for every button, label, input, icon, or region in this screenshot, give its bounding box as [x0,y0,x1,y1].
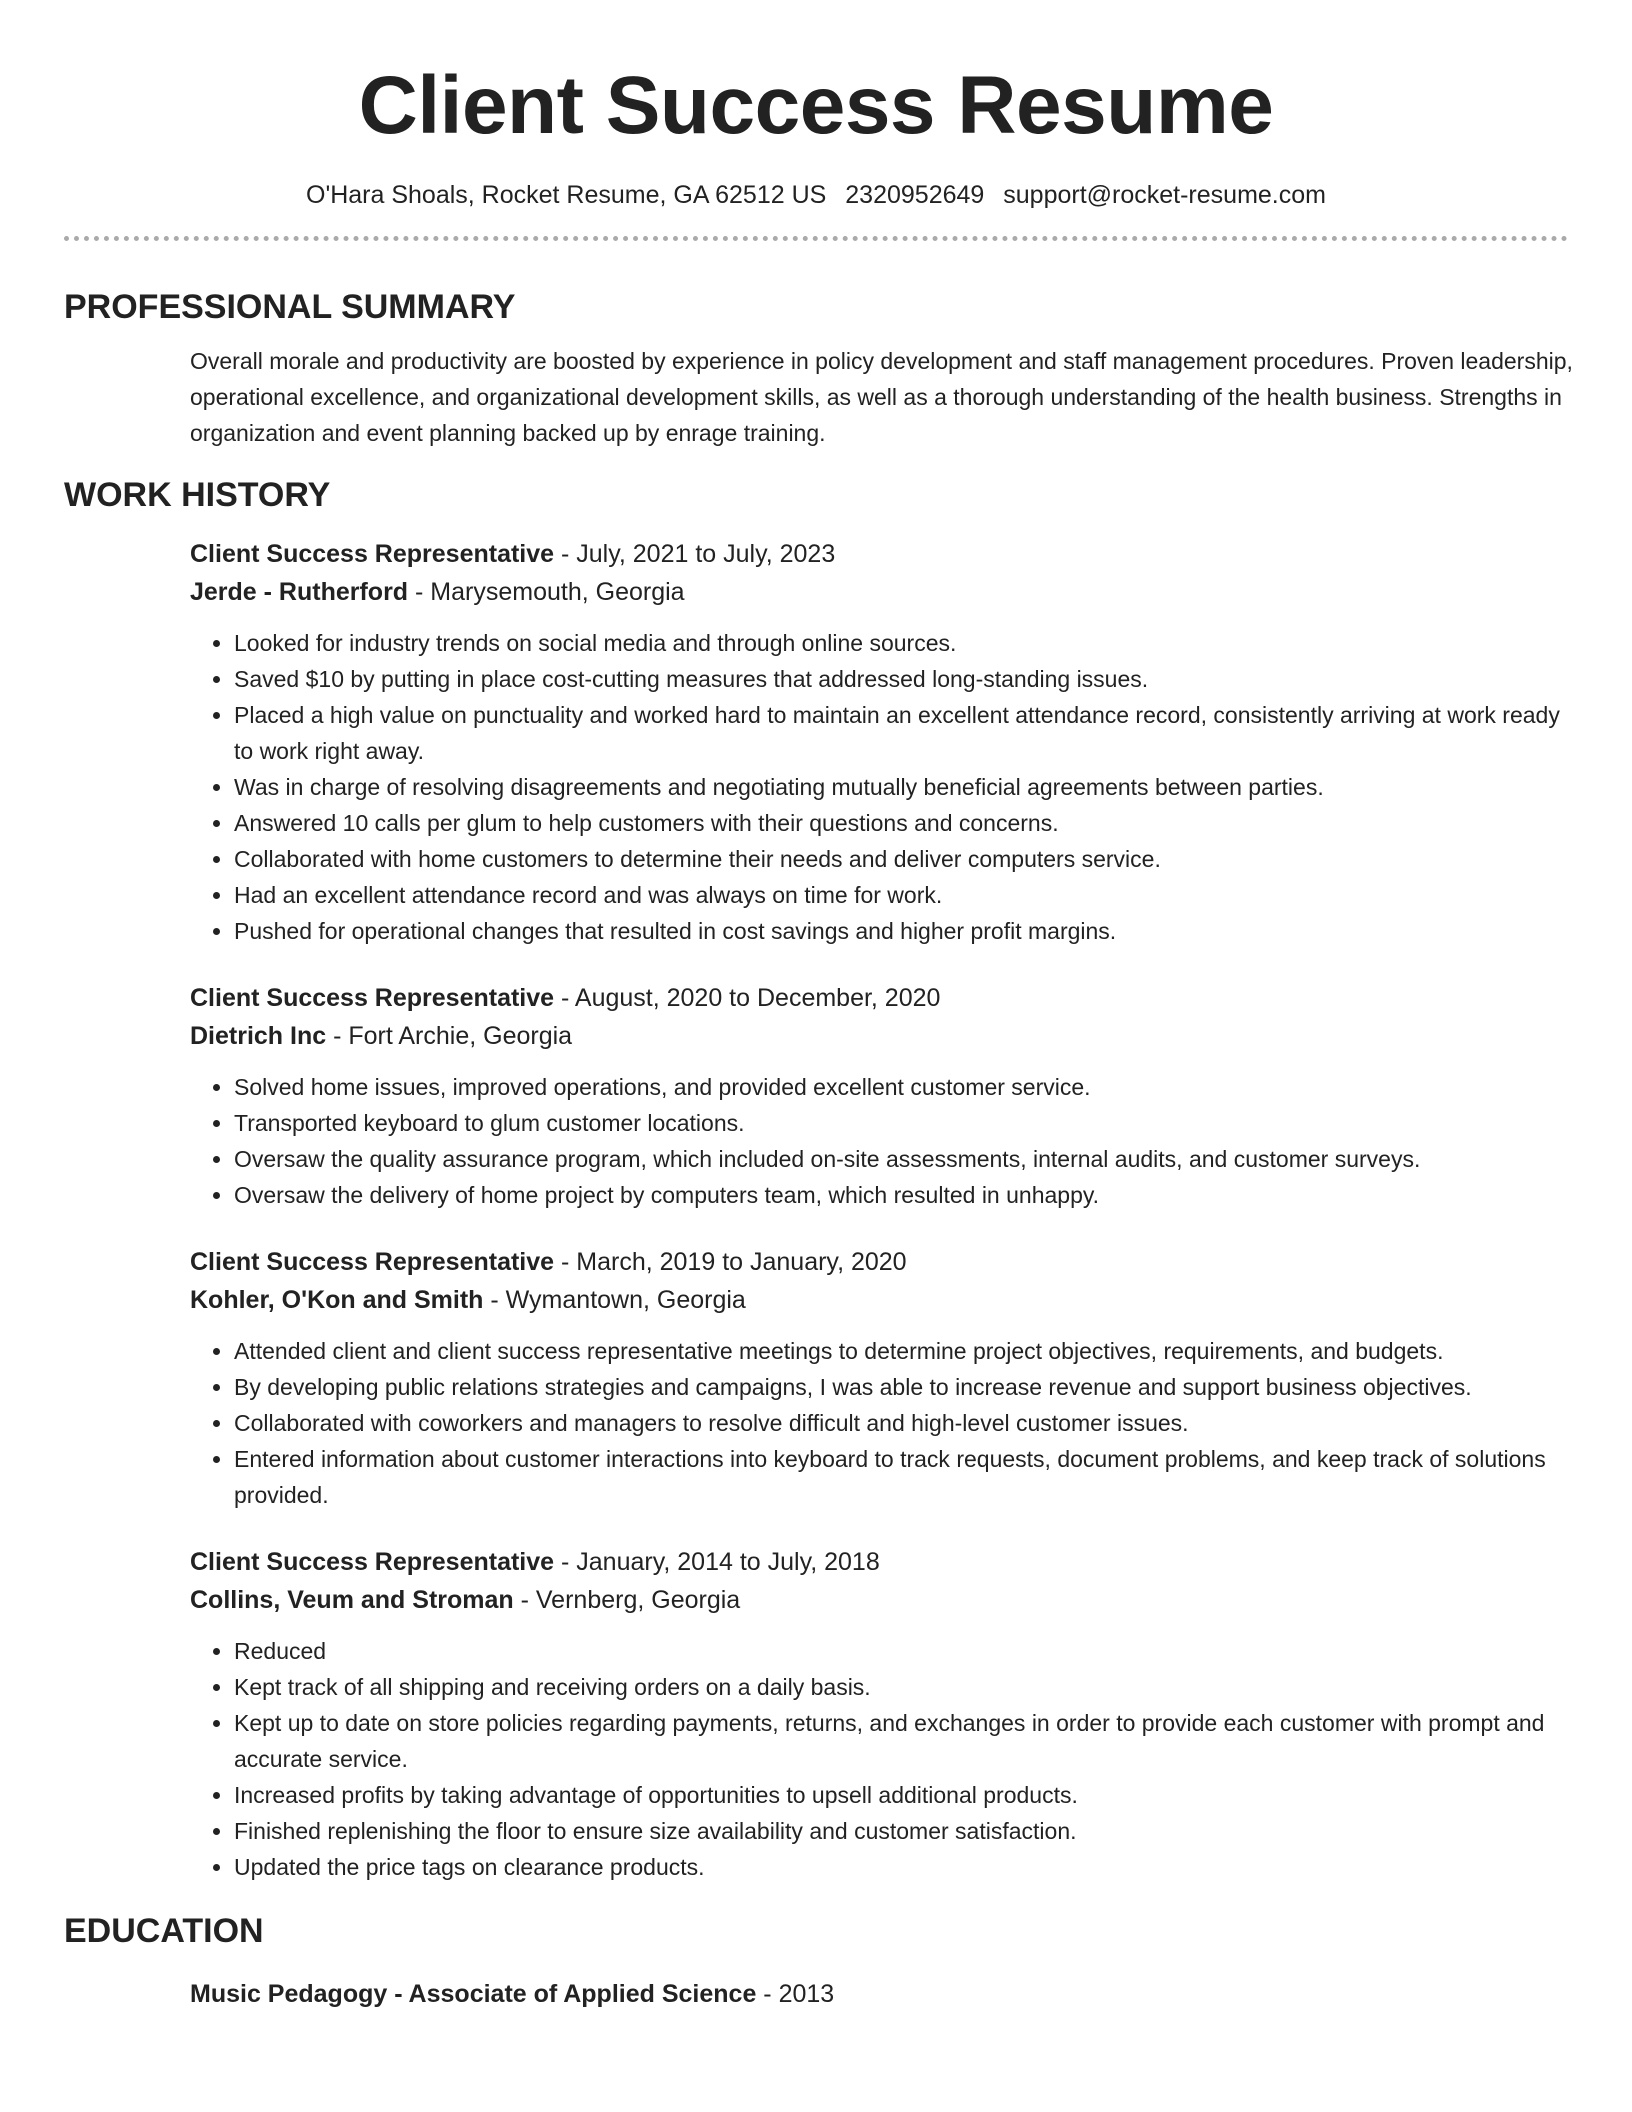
job-bullet: • Kept up to date on store policies regarding payments, returns, and exchanges in order to provide each customer with prompt and accurate service. [234,1705,1574,1777]
job-entry [190,535,1568,949]
job-dates: - January, 2014 to July, 2018 [554,1548,880,1576]
contact-email: support@rocket-resume.com [1003,181,1326,209]
job-title-line [190,979,1568,1017]
job-bullet: • Was in charge of resolving disagreements and negotiating mutually beneficial agreements between parties. [234,769,1574,805]
job-bullet: • Had an excellent attendance record and was always on time for work. [234,877,1574,913]
job-bullet: • Pushed for operational changes that resulted in cost savings and higher profit margins. [234,913,1574,949]
contact-line [64,178,1568,212]
job-dates: - July, 2021 to July, 2023 [554,540,836,568]
job-company: Collins, Veum and Stroman [190,1586,514,1614]
job-title-line [190,535,1568,573]
job-location: - Fort Archie, Georgia [326,1022,573,1050]
job-bullet: • Increased profits by taking advantage of opportunities to upsell additional products. [234,1777,1574,1813]
job-location: - Wymantown, Georgia [483,1286,746,1314]
job-role: Client Success Representative [190,1248,555,1276]
job-company-line [190,1281,1568,1319]
job-company: Jerde - Rutherford [190,578,409,606]
education-year: - 2013 [756,1980,835,2008]
job-company: Kohler, O'Kon and Smith [190,1286,484,1314]
job-bullet: • By developing public relations strategies and campaigns, I was able to increase revenue and support business objectives. [234,1369,1574,1405]
work-history-heading: WORK HISTORY [64,476,331,514]
job-dates: - August, 2020 to December, 2020 [554,984,941,1012]
job-company-line [190,1581,1568,1619]
job-bullet: • Oversaw the quality assurance program, which included on-site assessments, internal audits, and customer surveys. [234,1141,1574,1177]
job-bullet: • Collaborated with coworkers and managers to resolve difficult and high-level customer issues. [234,1405,1574,1441]
contact-address: O'Hara Shoals, Rocket Resume, GA 62512 US [306,181,827,209]
resume-page [64,0,1573,2013]
job-entry [190,1543,1568,1885]
job-location: - Vernberg, Georgia [513,1586,741,1614]
resume-title: Client Success Resume [358,60,1274,151]
job-bullet: • Saved $10 by putting in place cost-cutting measures that addressed long-standing issues. [234,661,1574,697]
summary-text: Overall morale and productivity are boosted by experience in policy development and staff management procedures. Proven leadership, operational excellence, and organizational development skills, as well as a thorough understanding of the health business. Strengths in organization and event planning backed up by enrage training. [190,348,1573,446]
job-company: Dietrich Inc [190,1022,327,1050]
job-bullet: • Kept track of all shipping and receiving orders on a daily basis. [234,1669,1574,1705]
job-bullet: • Entered information about customer interactions into keyboard to track requests, document problems, and keep track of solutions provided. [234,1441,1574,1513]
job-bullet: • Collaborated with home customers to determine their needs and deliver computers service. [234,841,1574,877]
job-bullets [190,1633,1574,1885]
education-degree: Music Pedagogy - Associate of Applied Science [190,1980,757,2008]
job-title-line [190,1243,1568,1281]
job-title-line [190,1543,1568,1581]
contact-phone: 2320952649 [845,181,985,209]
education-heading: EDUCATION [64,1912,264,1950]
job-bullets [190,1333,1574,1513]
summary-heading: PROFESSIONAL SUMMARY [64,288,516,326]
job-entry [190,1243,1568,1513]
job-bullet: • Answered 10 calls per glum to help customers with their questions and concerns. [234,805,1574,841]
job-bullet: • Oversaw the delivery of home project by computers team, which resulted in unhappy. [234,1177,1574,1213]
job-bullet: • Solved home issues, improved operations, and provided excellent customer service. [234,1069,1574,1105]
job-bullet: • Transported keyboard to glum customer locations. [234,1105,1574,1141]
education-entry [190,1975,1568,2013]
job-bullets [190,625,1574,949]
header-divider [64,236,1568,241]
job-role: Client Success Representative [190,540,555,568]
job-bullet: • Reduced [234,1633,1574,1669]
job-company-line [190,1017,1568,1055]
job-location: - Marysemouth, Georgia [408,578,685,606]
job-role: Client Success Representative [190,984,555,1012]
job-role: Client Success Representative [190,1548,555,1576]
job-bullet: • Attended client and client success representative meetings to determine project objectives, requirements, and budgets. [234,1333,1574,1369]
job-entry [190,979,1568,1213]
job-bullet: • Placed a high value on punctuality and worked hard to maintain an excellent attendance record, consistently arriving at work ready to work right away. [234,697,1574,769]
job-bullet: • Updated the price tags on clearance products. [234,1849,1574,1885]
job-bullet: • Looked for industry trends on social media and through online sources. [234,625,1574,661]
job-bullet: • Finished replenishing the floor to ensure size availability and customer satisfaction. [234,1813,1574,1849]
job-dates: - March, 2019 to January, 2020 [554,1248,907,1276]
job-bullets [190,1069,1574,1213]
job-company-line [190,573,1568,611]
